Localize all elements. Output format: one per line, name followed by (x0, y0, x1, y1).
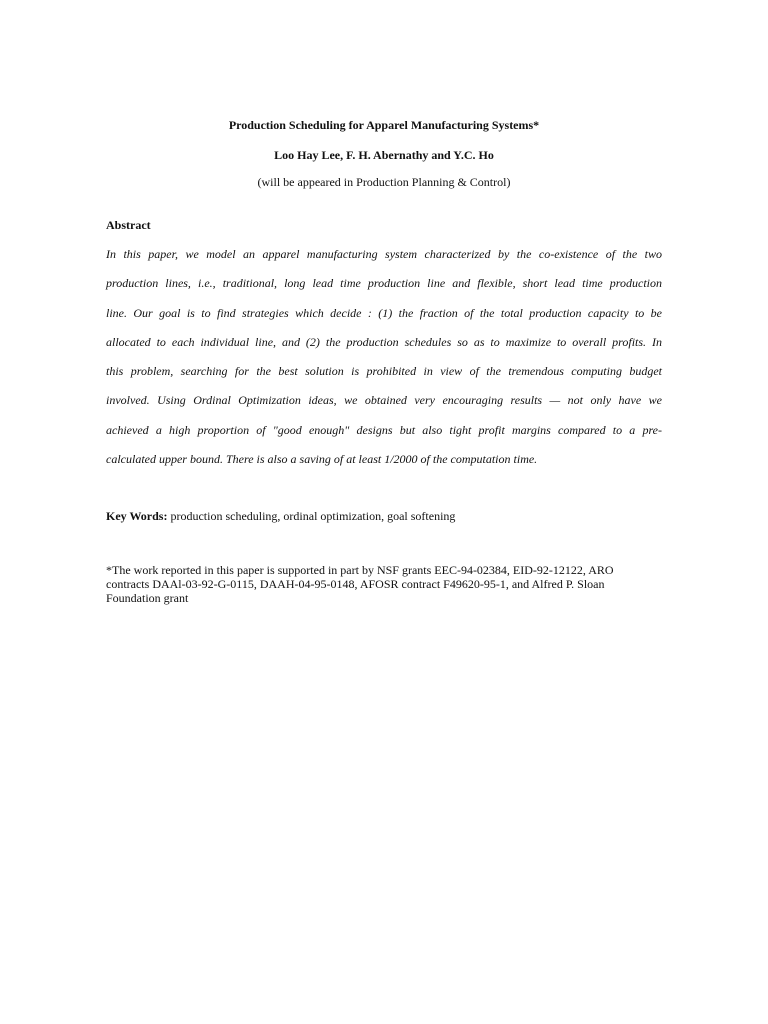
paper-authors: Loo Hay Lee, F. H. Abernathy and Y.C. Ho (274, 148, 494, 162)
abstract-line: In this paper, we model an apparel manufacturing system characterized by the co-existence of the two (106, 247, 662, 261)
abstract-line: calculated upper bound. There is also a saving of at least 1/2000 of the computation time. (106, 452, 538, 467)
keywords (106, 508, 455, 524)
abstract-line: achieved a high proportion of "good enough" designs but also tight profit margins compared to a pre- (106, 422, 662, 437)
keywords-text: production scheduling, ordinal optimization, goal softening (167, 509, 456, 523)
abstract-line: this problem, searching for the best solution is prohibited in view of the tremendous computing budget (106, 364, 662, 379)
abstract-line: allocated to each individual line, and (2) the production schedules so as to maximize to overall profits. In (106, 334, 662, 349)
abstract-line: line. Our goal is to find strategies which decide : (1) the fraction of the total production capacity to be (106, 305, 662, 320)
abstract-line: production lines, i.e., traditional, long lead time production line and flexible, short lead time production (106, 276, 662, 291)
keywords-label: Key Words: (106, 509, 168, 523)
paper-title: Production Scheduling for Apparel Manufacturing Systems* (228, 118, 540, 132)
publication-note: (will be appeared in Production Planning & Control) (257, 175, 511, 189)
abstract-body (106, 240, 662, 474)
abstract-line: involved. Using Ordinal Optimization ideas, we obtained very encouraging results — not only have we (106, 393, 662, 408)
funding-footnote: *The work reported in this paper is supported in part by NSF grants EEC-94-02384, EID-92-12122, ARO contracts DAAl-03-92-G-0115, DAAH-04-95-0148, AFOSR contract F49620-95-1, and Alfred P. Sloan Foundation grant (106, 563, 614, 605)
abstract-heading: Abstract (106, 218, 151, 232)
